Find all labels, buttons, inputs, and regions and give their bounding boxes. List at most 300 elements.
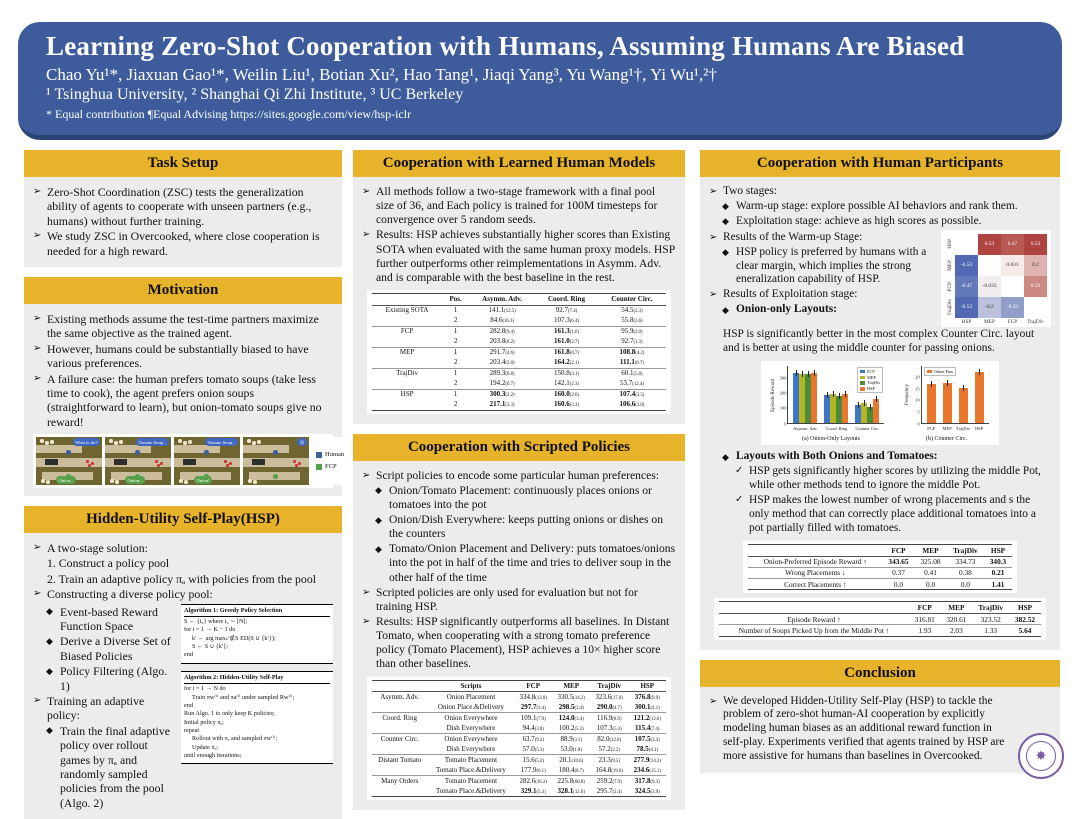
bullet-item <box>362 615 676 672</box>
human-intro-bullets <box>709 185 1051 229</box>
table-row <box>719 625 1041 636</box>
heatmap-row-label-text: TrajDiv <box>946 298 953 316</box>
y-axis-label-text: Frequency <box>904 384 910 406</box>
heatmap-cell: -0.53 <box>955 297 978 318</box>
table-cell <box>598 400 667 410</box>
tomato-icon <box>157 464 160 467</box>
cell-value: 53.7 <box>620 379 633 388</box>
table-row <box>372 755 667 765</box>
table-cell: 0.0 <box>893 579 904 589</box>
table-cell: 1 <box>453 390 458 399</box>
cell-value: 115.4 <box>634 723 651 732</box>
legend-label: HSP <box>867 386 875 392</box>
hsp-left-bullets <box>33 604 175 811</box>
column-header: Counter Circ. <box>611 294 653 303</box>
bullet-marker: ➢ <box>33 372 42 384</box>
bullet-item <box>735 494 1051 536</box>
bullet-item <box>362 469 676 483</box>
table-cell <box>469 368 535 378</box>
table-cell: Tomato Place.&Delivery <box>436 786 506 795</box>
chef-icon <box>273 450 278 455</box>
table-cell <box>535 368 597 378</box>
table-cell <box>535 316 597 326</box>
cell-std: (12.5) <box>504 309 516 315</box>
table-cell <box>628 734 666 744</box>
bullet-marker: ◆ <box>46 606 53 617</box>
column-header: Scripts <box>460 681 482 690</box>
table-body <box>372 305 667 410</box>
cell-std: (2.3) <box>569 382 579 388</box>
heatmap-cell: -0.033 <box>978 276 1001 297</box>
exploitation-charts <box>761 361 998 445</box>
table-header <box>748 544 1012 556</box>
bullet-text: HSP gets significantly higher scores by utilizing the middle Pot, while other methods tend to ignore the middle Pot. <box>749 465 1041 492</box>
table-row <box>372 400 667 410</box>
bar <box>927 384 936 423</box>
cell-std: (4.1) <box>648 747 658 753</box>
figure-legend <box>312 437 348 485</box>
bar <box>959 388 968 423</box>
pot-icon <box>114 459 127 465</box>
y-tick-label: 200 <box>779 390 787 396</box>
table-cell <box>552 765 590 775</box>
table-cell <box>598 316 667 326</box>
cell-value: 53.0 <box>560 744 573 753</box>
category-label: Coord. Ring <box>825 425 848 431</box>
cell-std: (60.8) <box>573 779 585 785</box>
cell-value: 300.3 <box>489 390 506 399</box>
cell-value: 277.9 <box>633 755 650 764</box>
table-cell: 0.38 <box>958 568 972 578</box>
bullet-marker: ➢ <box>33 588 42 600</box>
bullet-marker: ➢ <box>362 229 371 241</box>
table-cell <box>535 326 597 336</box>
table-cell <box>628 692 666 702</box>
onion-icon <box>114 441 118 445</box>
scripted-policies-table <box>372 680 667 798</box>
section-motivation <box>24 277 345 496</box>
scripted-policies-body <box>353 461 685 811</box>
onion-icon <box>40 439 44 443</box>
algorithm-line: end <box>184 651 193 659</box>
table-cell <box>372 400 443 410</box>
cell-std: (19.6) <box>611 768 623 774</box>
y-tick-label: 100 <box>779 406 787 412</box>
cell-value: 180.4 <box>558 765 575 774</box>
legend-swatch <box>860 381 865 385</box>
table-cell <box>552 755 590 765</box>
algorithm-line: Run Algo. 1 to only keep K policies; <box>184 710 275 718</box>
cell-value: 164.2 <box>554 358 570 367</box>
tomato-icon <box>86 460 89 463</box>
speech-bubble-agent: Onion! <box>194 476 212 484</box>
column-header: HSP <box>640 681 655 690</box>
bullet-marker: ◆ <box>46 665 53 676</box>
cell-value: 161.8 <box>554 348 570 357</box>
affiliations-line: ¹ Tsinghua University, ² Shanghai Qi Zhi Institute, ³ UC Berkeley <box>46 86 464 103</box>
table-cell: 2 <box>453 337 458 346</box>
table-cell <box>590 755 628 765</box>
bullet-text: However, humans could be substantially biased to have various preferences. <box>47 341 309 371</box>
onion-icon <box>184 480 188 484</box>
category-label: Asymm. Adv. <box>793 425 818 431</box>
cell-value: 63.7 <box>522 734 535 743</box>
table-cell <box>598 347 667 357</box>
chef-icon <box>135 450 140 455</box>
cell-value: 376.8 <box>634 692 651 701</box>
onion-icon <box>41 479 45 483</box>
table-cell <box>372 358 443 368</box>
table-header <box>372 293 667 305</box>
algorithm-line: for i = 1 → N do <box>184 685 226 693</box>
legend-entry <box>860 369 880 374</box>
table-cell: 1 <box>453 369 458 378</box>
table-header <box>719 602 1041 614</box>
bullet-item <box>362 586 676 614</box>
bullet-text: HSP makes the lowest number of wrong placements and s the only method that can correctly place additional tomatoes into a pot partially filled with tomatoes. <box>749 494 1036 534</box>
section-title-learned-models: Cooperation with Learned Human Models <box>353 150 685 177</box>
table-cell <box>552 713 590 723</box>
counter-circ-bar-chart <box>905 366 989 443</box>
cell-std: (2.0) <box>633 330 643 336</box>
algorithm-line: Initial policy πₐ; <box>184 718 224 726</box>
table-cell <box>535 337 597 347</box>
bar-group <box>956 366 971 431</box>
cell-std: (2.7) <box>569 340 579 346</box>
speech-bubble-human: Tomato Soup... <box>205 438 238 446</box>
cell-value: 161.3 <box>554 327 570 336</box>
cell-std: (6.1) <box>536 768 546 774</box>
table-cell: Onion Everywhere <box>444 713 498 722</box>
cell-std: (9.3) <box>650 779 660 785</box>
cell-std: (12.8) <box>609 737 622 743</box>
y-tick-label: 20 <box>915 374 920 380</box>
cell-std: (3.9) <box>650 789 660 795</box>
table-cell: 0.0 <box>925 579 936 589</box>
bullet-text: Event-based Reward Function Space <box>60 604 158 634</box>
bullet-item <box>375 484 676 512</box>
cell-std: (1.6) <box>569 330 579 336</box>
bullet-marker: ✓ <box>735 494 744 506</box>
cell-value: 82.0 <box>597 734 610 743</box>
heatmap-row-label <box>945 276 955 297</box>
cell-value: 330.5 <box>557 692 574 701</box>
section-title-motivation: Motivation <box>24 277 342 304</box>
counter-stripe <box>105 445 151 453</box>
column-header: MEP <box>948 603 965 613</box>
table-cell: TrajDiv <box>396 369 419 378</box>
error-bar <box>833 391 834 397</box>
cell-std: (0.7) <box>505 382 515 388</box>
table-row <box>372 379 667 389</box>
bullet-item <box>33 185 333 228</box>
heatmap-cell: 0.47 <box>1001 234 1024 255</box>
heatmap-row <box>945 255 1047 276</box>
plot-area <box>921 366 989 431</box>
scripted-policies-table-card <box>367 677 672 801</box>
bullet-marker: ◆ <box>722 216 729 227</box>
chef-icon <box>204 450 209 455</box>
tomato-icon <box>224 460 227 463</box>
bullet-marker: ◆ <box>375 485 382 496</box>
legend-label: Human <box>325 451 345 459</box>
table-cell: 0.0 <box>960 579 970 589</box>
bullet-item <box>723 328 1051 356</box>
table-cell <box>590 776 628 786</box>
column-header <box>372 680 428 692</box>
hsp-body <box>24 533 342 819</box>
table-cell <box>535 347 597 357</box>
column-header: FCP <box>917 603 932 613</box>
algorithm-line: k′ ← arg maxₖ′∉S ED(S ∪ {k′}); <box>192 634 276 642</box>
table-cell: Onion Everywhere <box>444 734 498 743</box>
task-setup-bullets <box>33 185 333 258</box>
table-header-row <box>719 602 1041 614</box>
table-cell <box>514 765 552 775</box>
cell-std: (3.1) <box>572 737 582 743</box>
table-cell: 323.52 <box>980 614 1001 624</box>
algorithm-line: S ← S ∪ {k′}; <box>192 643 228 651</box>
table-row <box>372 337 667 347</box>
human-participants-body <box>700 177 1060 650</box>
column-header <box>372 293 443 305</box>
pot-icon <box>252 459 265 465</box>
error-bar <box>931 381 932 387</box>
error-bar <box>876 396 877 402</box>
middle-column <box>353 150 685 810</box>
cell-std: (8.2) <box>505 340 515 346</box>
heatmap-cell <box>1001 276 1024 297</box>
cell-std: (6.4) <box>569 319 579 325</box>
tsinghua-logo-seal: ✸ <box>1026 741 1056 771</box>
table-cell: Number of Soups Picked Up from the Middle Pot ↑ <box>738 625 890 635</box>
table-row <box>372 368 667 378</box>
section-hsp <box>24 506 342 819</box>
table-cell <box>628 776 666 786</box>
section-title-conclusion: Conclusion <box>700 660 1060 687</box>
cell-std: (17.0) <box>611 695 623 701</box>
bullet-text: Layouts with Both Onions and Tomatoes: <box>736 450 938 463</box>
chart-caption: (a) Onion-Only Layouts <box>801 435 860 442</box>
column-header: Coord. Ring <box>548 294 585 303</box>
column-header: MEP <box>922 545 939 555</box>
y-tick-label: 0 <box>784 421 787 427</box>
cell-std: (4.2) <box>635 351 645 357</box>
table-cell: 334.73 <box>955 557 976 567</box>
bullet-item <box>722 200 1051 214</box>
algorithm-line: repeat <box>184 726 200 734</box>
bullet-marker: ➢ <box>362 469 371 481</box>
onion-icon <box>188 440 192 444</box>
bullet-text: Warm-up stage: explore possible AI behaviors and rank them. <box>736 199 1018 212</box>
table-cell: Onion-Preferred Episode Reward ↑ <box>763 557 867 567</box>
footnote-line: * Equal contribution ¶Equal Advising https://sites.google.com/view/hsp-iclr <box>46 107 412 121</box>
cell-value: 259.2 <box>596 776 613 785</box>
section-human-participants <box>700 150 1060 650</box>
placements-table <box>748 544 1012 590</box>
table-row <box>372 326 667 336</box>
category-label: FCP <box>927 425 936 431</box>
section-title-task-setup: Task Setup <box>24 150 342 177</box>
bullet-text: Train the final adaptive policy over rollout games by πₐ and randomly sampled policies from the pool (Algo. 2) <box>60 723 170 810</box>
cell-value: 106.6 <box>619 400 636 409</box>
bullet-text: Results: HSP significantly outperforms all baselines. In Distant Tomato, when cooperating with a strong tomato preference policy (Tomato Placement), HSP achieves a 10× higher score than other baselines. <box>376 614 670 671</box>
bullet-item <box>722 450 1051 464</box>
task-setup-body <box>24 177 342 267</box>
heatmap-cell: -0.2 <box>978 297 1001 318</box>
bullet-marker: ➢ <box>709 231 718 243</box>
y-axis <box>911 366 921 427</box>
bullet-text: Script policies to encode some particular human preferences: <box>376 468 659 482</box>
legend-entry <box>860 386 880 391</box>
cell-std: (2.2) <box>610 747 620 753</box>
bullet-text: Zero-Shot Coordination (ZSC) tests the generalization ability of agents to cooperate with unseen partners (e.g., humans) without further training. <box>47 185 312 228</box>
cell-value: 291.7 <box>489 348 506 357</box>
heatmap-row <box>945 276 1047 297</box>
table-cell: Many Orders <box>381 776 419 785</box>
table-cell <box>469 337 535 347</box>
bullet-text: We study ZSC in Overcooked, where close cooperation is needed for a high reward. <box>47 229 320 258</box>
cell-value: 92.7 <box>555 306 568 315</box>
conclusion-bullets <box>709 695 1051 765</box>
error-bar <box>979 369 980 375</box>
bullet-item <box>33 229 333 258</box>
left-column <box>24 150 345 819</box>
table-cell <box>590 765 628 775</box>
section-title-scripted-policies: Cooperation with Scripted Policies <box>353 434 685 461</box>
chart-inner <box>771 366 890 431</box>
algorithm-title: Algorithm 1: Greedy Policy Selection <box>184 607 330 617</box>
table-cell <box>372 786 428 796</box>
legend-label: FCP <box>325 463 337 471</box>
onion-icon <box>109 439 113 443</box>
table-cell <box>552 702 590 712</box>
table-cell: Distant Tomato <box>378 755 422 764</box>
game-frame <box>105 437 171 485</box>
table-cell: 1 <box>453 327 458 336</box>
table-row <box>372 389 667 399</box>
section-task-setup <box>24 150 342 267</box>
bullet-text: Derive a Diverse Set of Biased Policies <box>60 634 171 663</box>
table-cell: 5.64 <box>1018 625 1032 635</box>
table-cell <box>514 755 552 765</box>
heatmap-row-label-text: HSP <box>946 239 953 250</box>
cell-value: 289.3 <box>489 369 506 378</box>
onion-icon <box>252 441 256 445</box>
table-row <box>372 305 667 315</box>
table-row <box>372 744 667 754</box>
table-cell <box>535 389 597 399</box>
bullet-marker: ➢ <box>709 289 718 301</box>
table-cell: Onion Placement <box>446 692 496 701</box>
heatmap-cell: -0.53 <box>955 255 978 276</box>
cell-value: 57.2 <box>598 744 611 753</box>
cell-std: (3.5) <box>635 393 645 399</box>
table-header-row <box>372 680 667 692</box>
error-bar <box>864 400 865 406</box>
cell-value: 164.8 <box>595 765 612 774</box>
bullet-item <box>33 587 333 601</box>
algorithm-1-box <box>181 604 333 664</box>
table-cell: Existing SOTA <box>385 306 429 315</box>
table-row <box>719 614 1041 625</box>
bullet-item <box>362 228 676 285</box>
cell-std: (0.7) <box>569 351 579 357</box>
cell-value: 282.6 <box>519 776 536 785</box>
table-cell: Episode Reward ↑ <box>787 614 841 624</box>
cell-std: (7.4) <box>568 309 578 315</box>
table-cell: 1.41 <box>991 579 1005 589</box>
table-cell <box>514 734 552 744</box>
table-cell <box>372 723 428 733</box>
onion-icon <box>257 440 261 444</box>
speech-bubble-human: ☹ <box>297 438 307 446</box>
cell-std: (2.4) <box>612 789 622 795</box>
table-cell <box>590 692 628 702</box>
bullet-marker: ✓ <box>735 465 744 477</box>
onion-icon <box>46 480 50 484</box>
heatmap-row-label-text: FCP <box>946 281 953 291</box>
placements-table-card <box>743 541 1017 593</box>
cell-value: 107.3 <box>554 316 570 325</box>
category-label: HSP <box>975 425 984 431</box>
cell-std: (16.3) <box>502 319 515 325</box>
cell-std: (3.4) <box>574 705 584 711</box>
cell-std: (4.6) <box>505 351 515 357</box>
bullet-item <box>33 372 333 430</box>
cell-std: (9.5) <box>610 758 620 764</box>
counter-stripe <box>36 445 82 453</box>
bullet-item <box>375 542 676 584</box>
bullet-item <box>722 215 1051 229</box>
cell-value: 177.9 <box>520 765 537 774</box>
bullet-text: Two stages: <box>723 185 777 197</box>
bullet-text: Results of Exploitation stage: <box>723 288 858 301</box>
table-cell <box>598 337 667 347</box>
error-bar <box>947 380 948 386</box>
cell-value: 295.7 <box>596 786 613 795</box>
cell-value: 57.0 <box>522 744 535 753</box>
table-cell: 1.33 <box>984 625 998 635</box>
table-cell <box>590 744 628 754</box>
table-cell: 0.41 <box>924 568 937 578</box>
cell-value: 328.1 <box>557 786 574 795</box>
legend-label: MEP <box>867 374 876 380</box>
table-cell <box>372 379 443 389</box>
table-cell <box>628 713 666 723</box>
table-cell: Correct Placements ↑ <box>784 579 847 589</box>
heatmap-row-label <box>945 297 955 318</box>
table-cell: 2 <box>453 316 458 325</box>
bullet-marker: ➢ <box>33 542 42 554</box>
cell-value: 161.0 <box>554 337 570 346</box>
cell-value: 107.4 <box>619 390 636 399</box>
cell-value: 60.1 <box>621 369 634 378</box>
table-header-row <box>748 544 1012 556</box>
onion-icon <box>179 479 183 483</box>
table-cell <box>598 326 667 336</box>
cell-std: (8.7) <box>574 768 584 774</box>
heatmap-col-label: FCP <box>1007 318 1018 325</box>
table-cell <box>514 713 552 723</box>
bullet-item <box>33 312 333 341</box>
cell-value: 100.2 <box>558 723 575 732</box>
table-cell <box>598 389 667 399</box>
error-bar <box>870 404 871 410</box>
error-bar <box>796 370 797 376</box>
table-cell: MEP <box>399 348 415 357</box>
onion-icon <box>183 441 187 445</box>
